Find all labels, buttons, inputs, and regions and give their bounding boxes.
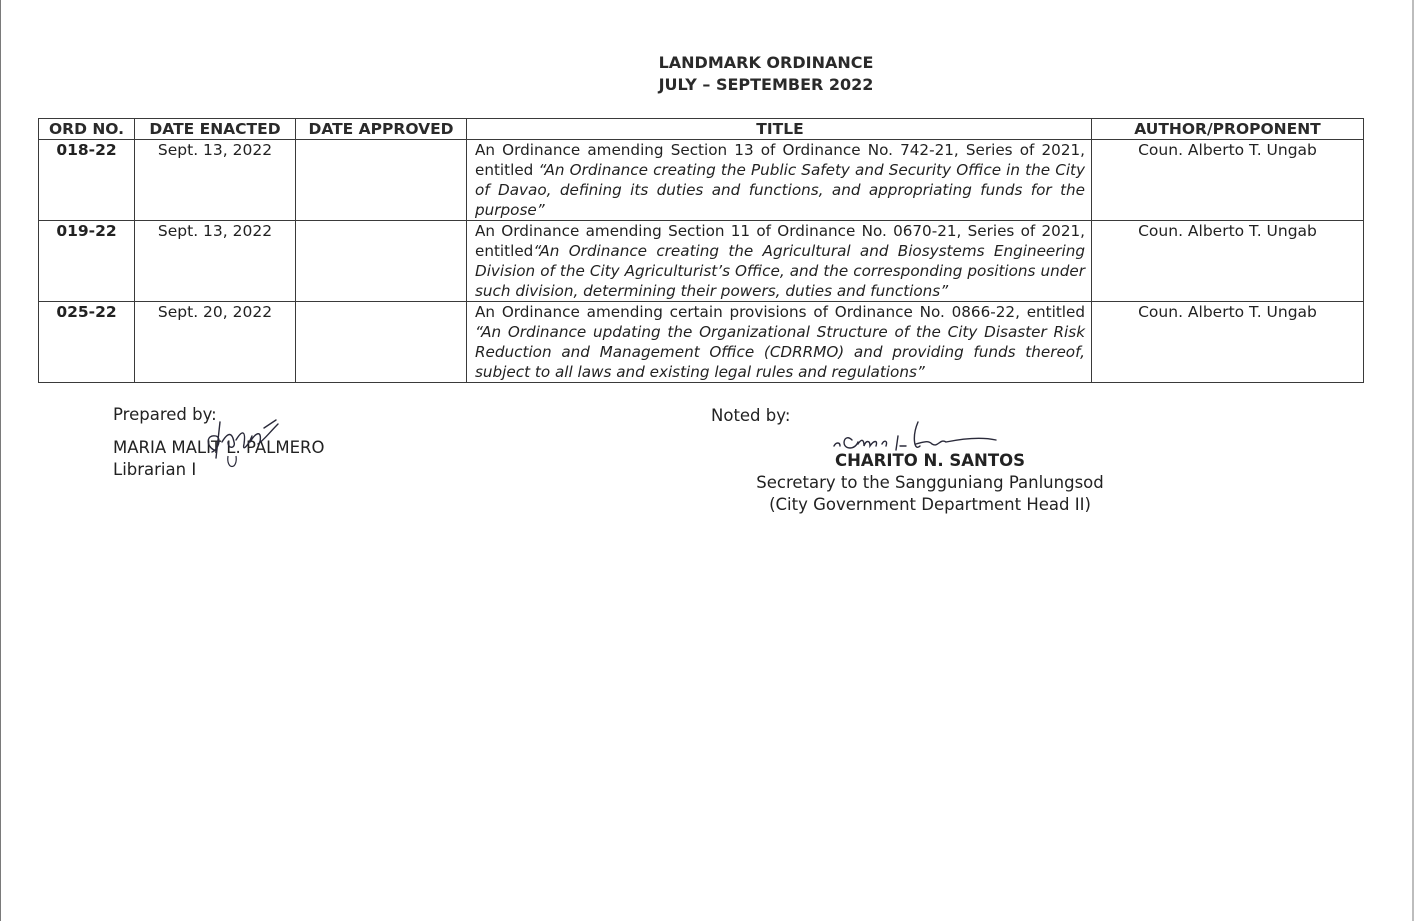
header-date-approved: DATE APPROVED <box>296 119 467 140</box>
document-header <box>0 52 1414 96</box>
document-title: LANDMARK ORDINANCE <box>658 53 874 72</box>
document-period: JULY – SEPTEMBER 2022 <box>658 75 874 94</box>
date-enacted-cell: Sept. 13, 2022 <box>135 221 296 302</box>
header-title: TITLE <box>467 119 1092 140</box>
title-text: An Ordinance amending Section 13 of Ordinance No. 742-21, Series of 2021, entitled <box>475 141 1085 179</box>
table-row <box>39 140 1364 221</box>
date-approved-cell <box>296 221 467 302</box>
table-row <box>39 302 1364 383</box>
header-ord-no: ORD NO. <box>39 119 135 140</box>
date-enacted-cell: Sept. 13, 2022 <box>135 140 296 221</box>
title-quoted-text: “An Ordinance creating the Public Safety and Security Office in the City of Davao, defining its duties and functions, and appropriating funds for the purpose” <box>475 161 1085 219</box>
title-cell <box>467 140 1092 221</box>
author-cell: Coun. Alberto T. Ungab <box>1092 221 1364 302</box>
date-approved-cell <box>296 140 467 221</box>
date-approved-cell <box>296 302 467 383</box>
ord-no-cell: 025-22 <box>39 302 135 383</box>
title-cell <box>467 302 1092 383</box>
table-header-row <box>39 119 1364 140</box>
ord-no-cell: 019-22 <box>39 221 135 302</box>
title-cell <box>467 221 1092 302</box>
preparer-position: Librarian I <box>113 460 197 479</box>
title-quoted-text: “An Ordinance creating the Agricultural and Biosystems Engineering Division of the City Agriculturist’s Office, and the corresponding positions under such division, determining their powers, duties and functions” <box>475 242 1085 300</box>
date-enacted-cell: Sept. 20, 2022 <box>135 302 296 383</box>
page-border-left <box>0 0 1 921</box>
ord-no-cell: 018-22 <box>39 140 135 221</box>
noted-by-label: Noted by: <box>711 406 791 425</box>
noter-position: Secretary to the Sangguniang Panlungsod <box>756 473 1104 492</box>
header-author: AUTHOR/PROPONENT <box>1092 119 1364 140</box>
title-quoted-text: “An Ordinance updating the Organizational Structure of the City Disaster Risk Reduction and Management Office (CDRRMO) and providing funds thereof, subject to all laws and existing legal rules and regulations” <box>475 323 1085 381</box>
preparer-signature <box>198 412 288 472</box>
header-date-enacted: DATE ENACTED <box>135 119 296 140</box>
preparer-name: MARIA MALIT L. PALMERO <box>113 438 325 457</box>
author-cell: Coun. Alberto T. Ungab <box>1092 140 1364 221</box>
author-cell: Coun. Alberto T. Ungab <box>1092 302 1364 383</box>
ordinance-table <box>38 118 1364 383</box>
noter-position-detail: (City Government Department Head II) <box>769 495 1091 514</box>
noter-name: CHARITO N. SANTOS <box>834 451 1025 470</box>
noted-by-block <box>740 450 1120 516</box>
prepared-by-label: Prepared by: <box>113 405 217 424</box>
title-text: An Ordinance amending certain provisions of Ordinance No. 0866-22, entitled <box>475 303 1085 321</box>
table-row <box>39 221 1364 302</box>
title-text: An Ordinance amending Section 11 of Ordinance No. 0670-21, Series of 2021, entitled <box>475 222 1085 260</box>
